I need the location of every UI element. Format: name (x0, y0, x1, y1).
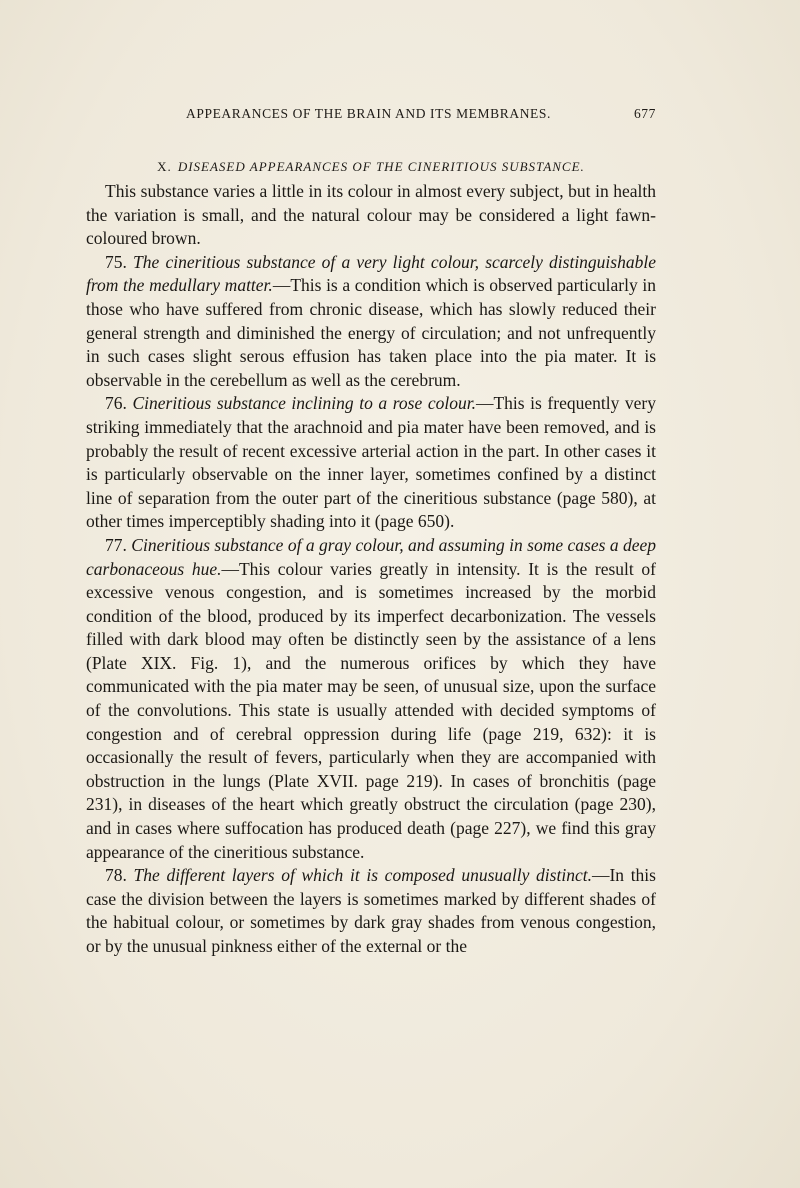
paragraph-lead: The cineritious substance of a very light colour, scarcely distinguishable from the medullary matter. (86, 251, 656, 296)
paragraph-78 (86, 864, 656, 958)
paragraph-number: 75. (105, 251, 127, 272)
body-text (86, 180, 656, 959)
section-heading (86, 159, 656, 175)
paragraph-number: 77. (105, 534, 127, 555)
paragraph-lead: The different layers of which it is composed unusually distinct. (133, 865, 592, 886)
paragraph-text: —In this case the division between the layers is sometimes marked by different shades of the habitual colour, or sometimes by dark gray shades from venous congestion, or by the unusual pinkness either of the external or the (86, 865, 656, 956)
paragraph-76 (86, 392, 656, 534)
page-number: 677 (633, 106, 656, 121)
running-title: APPEARANCES OF THE BRAIN AND ITS MEMBRANES. (186, 106, 551, 121)
paragraph-number: 76. (105, 393, 127, 414)
paragraph-77 (86, 534, 656, 864)
paragraph-text: —This colour varies greatly in intensity. It is the result of excessive venous congestion, and is sometimes increased by the morbid condition of the blood, produced by its imperfect decarbonization. The vessels filled with dark blood may often be distinctly seen by the assistance of a lens (Plate XIX. Fig. 1), and the numerous orifices by which they have communicated with the pia mater may be seen, of unusual size, upon the surface of the convolutions. This state is usually attended with decided symptoms of congestion and of cerebral oppression during life (page 219, 632): it is occasionally the result of fevers, particularly when they are accompanied with obstruction in the lungs (Plate XVII. page 219). In cases of bronchitis (page 231), in diseases of the heart which greatly obstruct the circulation (page 230), and in cases where suffocation has produced death (page 227), we find this gray appearance of the cineritious substance. (86, 558, 656, 862)
section-title: DISEASED APPEARANCES OF THE CINERITIOUS SUBSTANCE. (177, 159, 585, 174)
section-numeral: X. (157, 159, 172, 174)
paragraph-number: 78. (105, 865, 127, 886)
paragraph-text: This substance varies a little in its colour in almost every subject, but in health the variation is small, and the natural colour may be considered a light fawn-coloured brown. (86, 181, 656, 249)
running-head (86, 106, 656, 126)
paragraph-lead: Cineritious substance of a gray colour, and assuming in some cases a deep carbonaceous hue. (86, 534, 657, 579)
paragraph-text: —This is frequently very striking immediately that the arachnoid and pia mater have been removed, and is probably the result of recent excessive arterial action in the part. In other cases it is particularly observable on the inner layer, sometimes confined by a distinct line of separation from the outer part of the cineritious substance (page 580), at other times imperceptibly shading into it (page 650). (86, 393, 657, 532)
paragraph-lead: Cineritious substance inclining to a rose colour. (132, 393, 476, 414)
paragraph-text: —This is a condition which is observed particularly in those who have suffered from chronic disease, which has slowly reduced their general strength and diminished the energy of circulation; and not unfrequently in such cases slight serous effusion has taken place into the pia mater. It is observable in the cerebellum as well as the cerebrum. (86, 275, 656, 390)
paragraph-75 (86, 251, 656, 393)
paragraph-intro (86, 180, 656, 251)
